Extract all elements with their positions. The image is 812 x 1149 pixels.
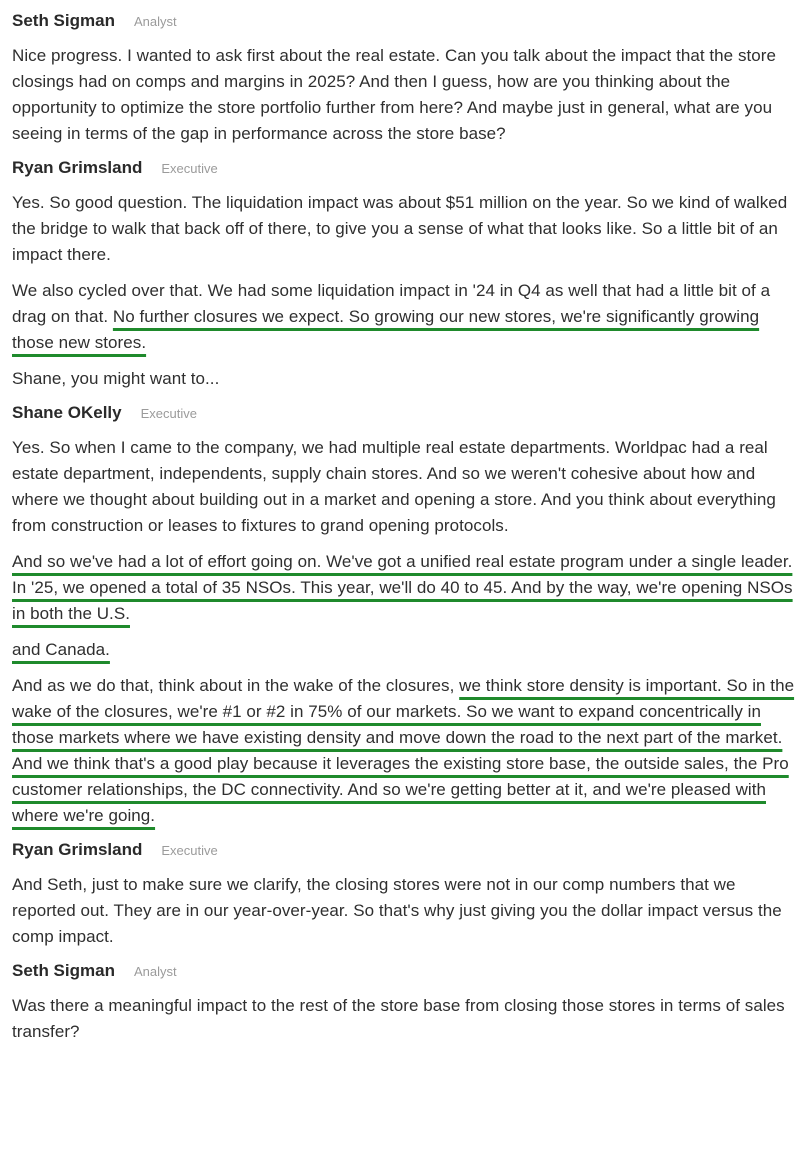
transcript-paragraph <box>12 673 800 829</box>
paragraph-text: And as we do that, think about in the wake of the closures, <box>12 676 460 695</box>
paragraph-text: And Seth, just to make sure we clarify, the closing stores were not in our comp numbers that we reported out. They are in our year-over-year. So that's why just giving you the dollar impact versus the comp impact. <box>12 875 782 946</box>
speaker-header <box>12 403 800 427</box>
highlighted-text: and Canada. <box>12 640 110 659</box>
highlighted-text: No further closures we expect. So growing our new stores, we're significantly growing those new stores. <box>12 307 760 352</box>
transcript-paragraph <box>12 278 800 356</box>
transcript-paragraph <box>12 637 800 663</box>
speaker-header <box>12 840 800 864</box>
paragraph-text: Shane, you might want to... <box>12 369 220 388</box>
transcript <box>0 11 812 1045</box>
paragraph-text: Nice progress. I wanted to ask first about the real estate. Can you talk about the impact that the store closings had on comps and margins in 2025? And then I guess, how are you thinking about the opportunity to optimize the store portfolio further from here? And maybe just in general, what are you seeing in terms of the gap in performance across the store base? <box>12 46 776 143</box>
speaker-header <box>12 961 800 985</box>
paragraph-text: We also cycled over that. We had some liquidation impact in '24 in Q4 as well that had a little bit of a drag on that. <box>12 281 771 326</box>
highlighted-text: And so we've had a lot of effort going on. We've got a unified real estate program under a single leader. In '25, we opened a total of 35 NSOs. This year, we'll do 40 to 45. And by the way, we're opening NSOs in both the U.S. <box>12 552 793 623</box>
transcript-paragraph <box>12 366 800 392</box>
speaker-role: Analyst <box>133 964 177 979</box>
speaker-header <box>12 158 800 182</box>
transcript-paragraph <box>12 993 800 1045</box>
speaker-name: Shane OKelly <box>12 403 122 422</box>
paragraph-text: Yes. So good question. The liquidation impact was about $51 million on the year. So we kind of walked the bridge to walk that back off of there, to give you a sense of what that looks like. So a little bit of an impact there. <box>12 193 788 264</box>
speaker-role: Executive <box>161 161 218 176</box>
speaker-role: Executive <box>161 843 218 858</box>
transcript-paragraph <box>12 435 800 539</box>
speaker-role: Executive <box>140 406 197 421</box>
speaker-role: Analyst <box>133 14 177 29</box>
speaker-name: Seth Sigman <box>12 961 115 980</box>
speaker-name: Ryan Grimsland <box>12 840 143 859</box>
transcript-paragraph <box>12 43 800 147</box>
speaker-name: Seth Sigman <box>12 11 115 30</box>
transcript-paragraph <box>12 190 800 268</box>
transcript-paragraph <box>12 872 800 950</box>
transcript-paragraph <box>12 549 800 627</box>
paragraph-text: Was there a meaningful impact to the rest of the store base from closing those stores in terms of sales transfer? <box>12 996 785 1041</box>
highlighted-text: we think store density is important. So in the wake of the closures, we're #1 or #2 in 75% of our markets. So we want to expand concentrically in those markets where we have existing density and move down the road to the next part of the market. And we think that's a good play because it leverages the existing store base, the outside sales, the Pro customer relationships, the DC connectivity. And so we're getting better at it, and we're pleased with where we're going. <box>12 676 795 825</box>
speaker-header <box>12 11 800 35</box>
paragraph-text: Yes. So when I came to the company, we had multiple real estate departments. Worldpac had a real estate department, independents, supply chain stores. And so we weren't cohesive about how and where we thought about building out in a market and opening a store. And you think about everything from construction or leases to fixtures to grand opening protocols. <box>12 438 776 535</box>
speaker-name: Ryan Grimsland <box>12 158 143 177</box>
